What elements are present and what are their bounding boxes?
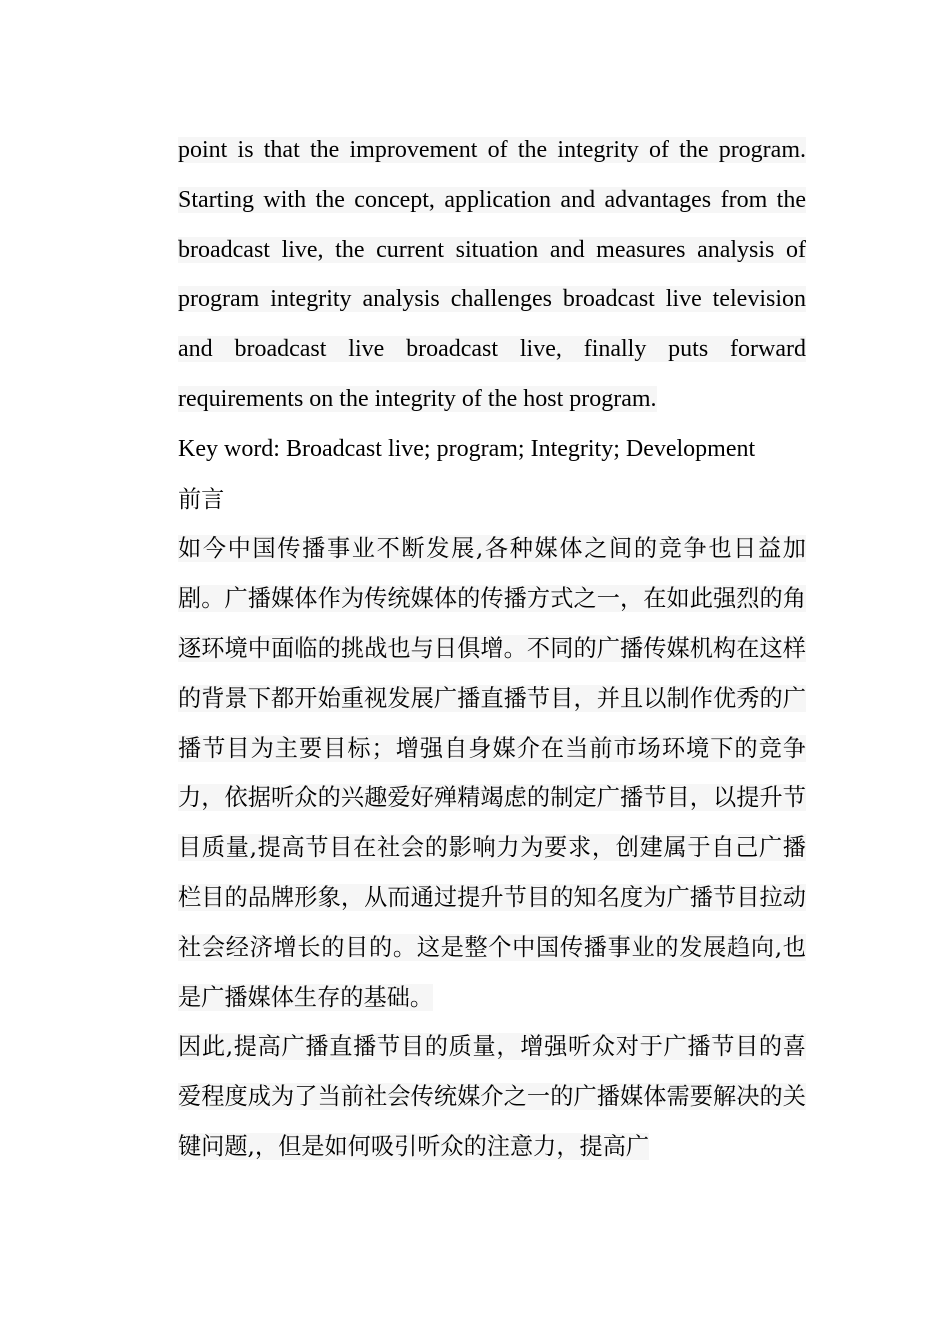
- body-paragraph-1: [178, 524, 806, 1022]
- keywords-line: [178, 425, 806, 475]
- body-paragraph-2: [178, 1022, 806, 1171]
- section-heading: [178, 475, 806, 525]
- paragraph-2-text: 因此,提高广播直播节目的质量，增强听众对于广播节目的喜爱程度成为了当前社会传统媒介之一的广播媒体需要解决的关键问题,，但是如何吸引听众的注意力，提高广: [178, 1033, 806, 1160]
- paragraph-1-text: 如今中国传播事业不断发展,各种媒体之间的竞争也日益加剧。广播媒体作为传统媒体的传播方式之一，在如此强烈的角逐环境中面临的挑战也与日俱增。不同的广播传媒机构在这样的背景下都开始重视发展广播直播节目，并且以制作优秀的广播节目为主要目标；增强自身媒介在当前市场环境下的竞争力，依据听众的兴趣爱好殚精竭虑的制定广播节目，以提升节目质量,提高节目在社会的影响力为要求，创建属于自己广播栏目的品牌形象，从而通过提升节目的知名度为广播节目拉动社会经济增长的目的。这是整个中国传播事业的发展趋向,也是广播媒体生存的基础。: [178, 535, 806, 1011]
- abstract-english: [178, 126, 806, 425]
- section-heading-text: 前言: [178, 485, 225, 513]
- document-page: [178, 126, 806, 1172]
- keywords-text: Key word: Broadcast live; program; Integrity; Development: [178, 435, 756, 462]
- abstract-text: point is that the improvement of the integrity of the program. Starting with the concept, application and advantages from the broadcast live, the current situation and measures analysis of program integrity analysis challenges broadcast live television and broadcast live broadcast live, finally puts forward requirements on the integrity of the host program.: [178, 137, 806, 412]
